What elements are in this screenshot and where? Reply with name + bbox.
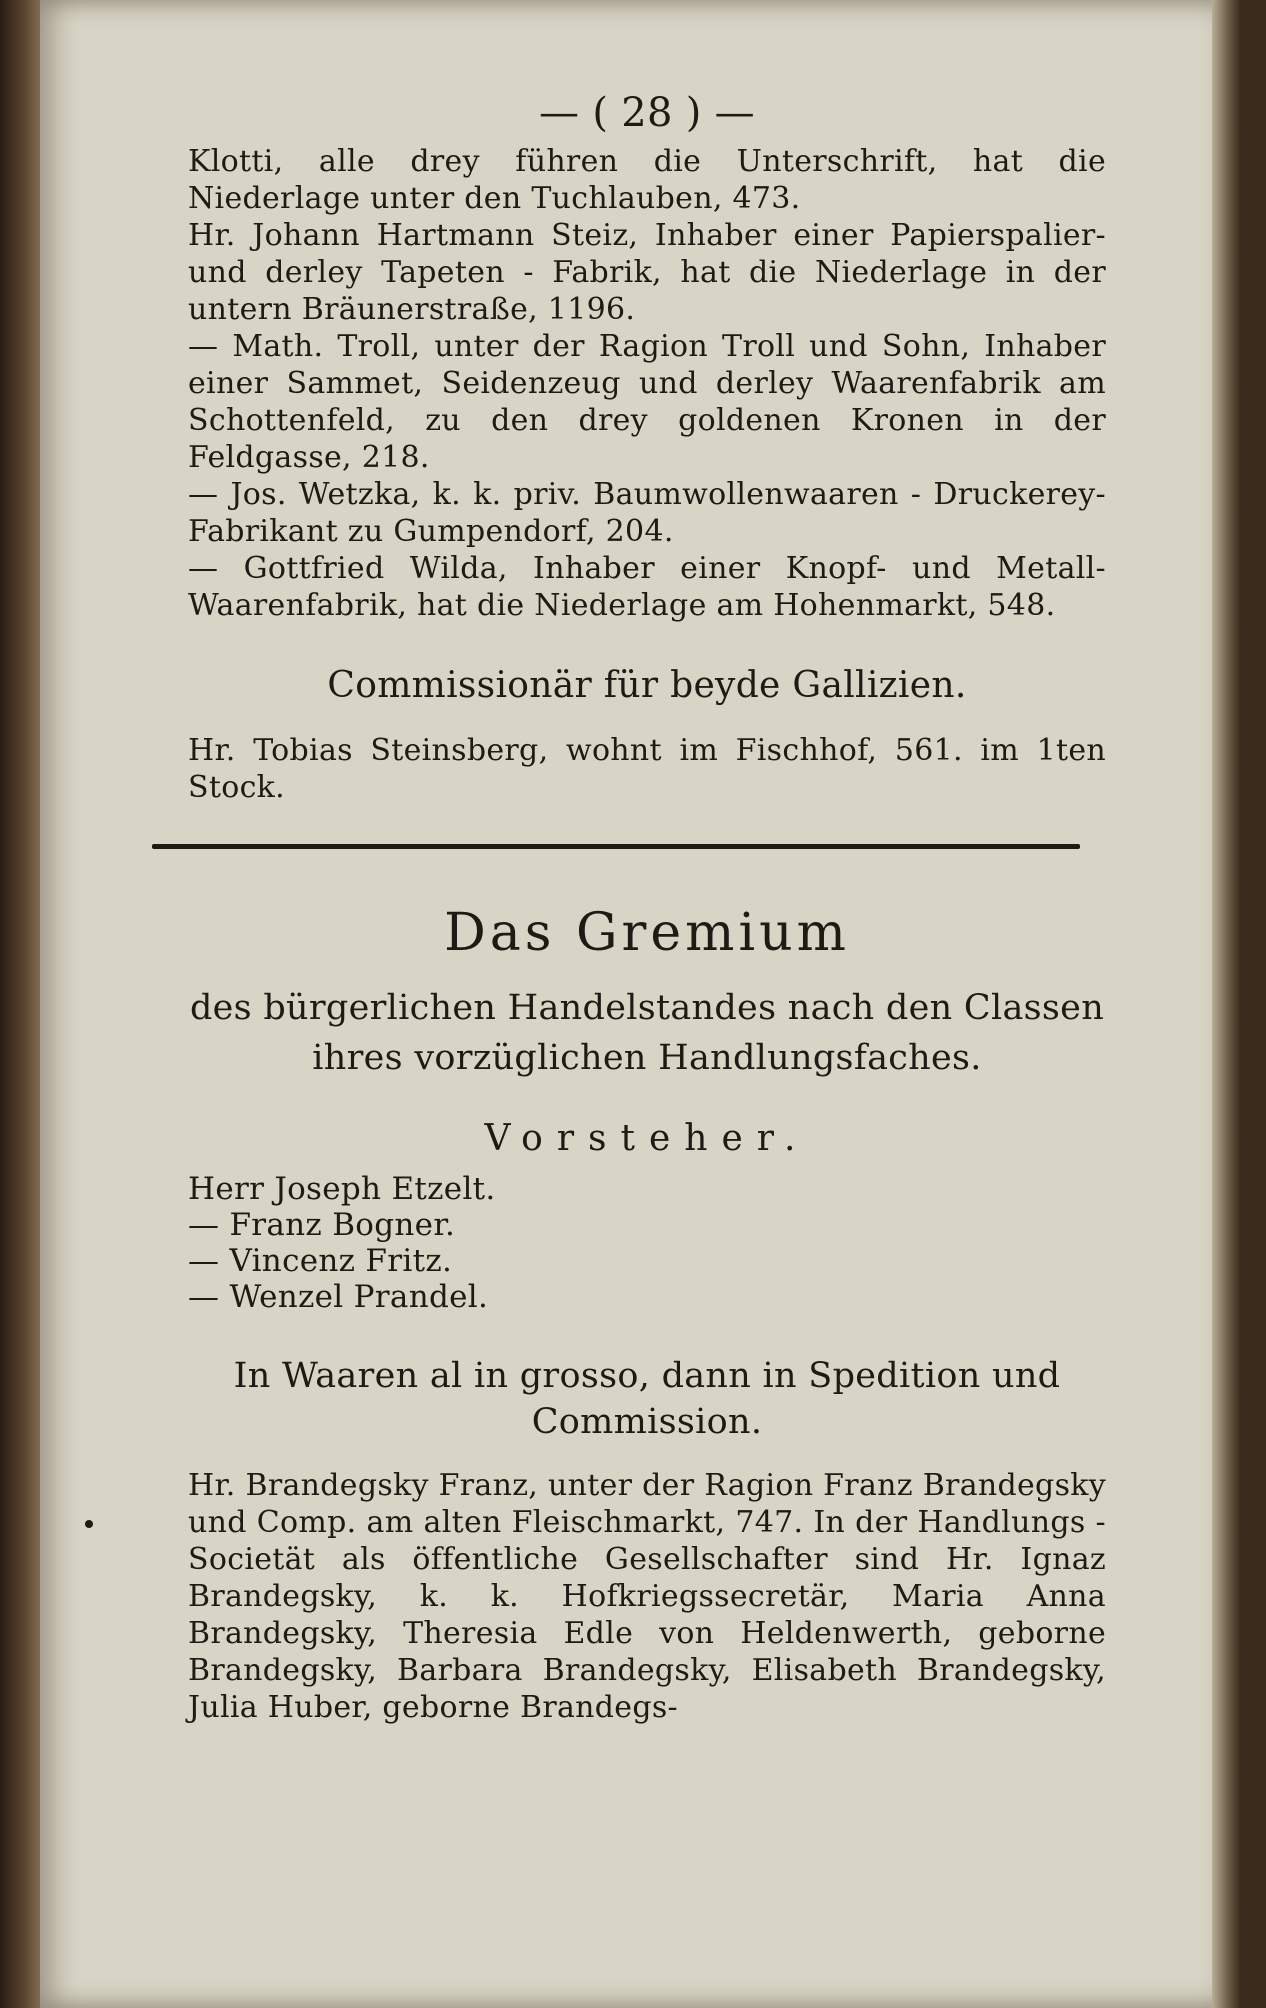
entry-klotti: Klotti, alle drey führen die Unterschrift, hat die Niederlage unter den Tuchlauben, 473. [188, 144, 1106, 216]
page-edge [1212, 0, 1240, 2008]
gremium-title: Das Gremium [444, 903, 850, 963]
commissionaer-title: Commissionär für beyde Gallizien. [327, 665, 967, 706]
vorsteher-name: — Wenzel Prandel. [188, 1279, 489, 1315]
vorsteher-name: — Franz Bogner. [188, 1207, 456, 1243]
entry-wetzka: — Jos. Wetzka, k. k. priv. Baumwollenwaaren - Druckerey-Fabrikant zu Gumpendorf, 204. [188, 477, 1106, 549]
entries-top [188, 143, 1106, 624]
entry-wilda: — Gottfried Wilda, Inhaber einer Knopf- und Metall-Waarenfabrik, hat die Niederlage am Hohenmarkt, 548. [188, 551, 1106, 623]
entry-steiz: Hr. Johann Hartmann Steiz, Inhaber einer Papierspalier- und derley Tapeten - Fabrik, hat die Niederlage in der untern Bräunerstraße, 1196. [188, 218, 1106, 327]
page-number: — ( 28 ) — [539, 90, 755, 136]
ink-mark [85, 1520, 93, 1528]
vorsteher-name: Herr Joseph Etzelt. [188, 1171, 496, 1207]
page-content [188, 85, 1106, 1726]
vorsteher-title: Vorsteher. [484, 1118, 810, 1159]
class-title [188, 1353, 1106, 1445]
gremium-subtitle-line2: ihres vorzüglichen Handlungsfaches. [312, 1038, 982, 1078]
gremium-subtitle-line1: des bürgerlichen Handelstandes nach den Classen [189, 988, 1105, 1028]
entry-troll: — Math. Troll, unter der Ragion Troll und Sohn, Inhaber einer Sammet, Seidenzeug und derley Waarenfabrik am Schottenfeld, zu den drey goldenen Kronen in der Feldgasse, 218. [188, 329, 1106, 475]
entry-steinsberg: Hr. Tobias Steinsberg, wohnt im Fischhof, 561. im 1ten Stock. [188, 733, 1106, 805]
entry-brandegsky: Hr. Brandegsky Franz, unter der Ragion Franz Brandegsky und Comp. am alten Fleischmarkt, 747. In der Handlungs - Societät als öffentliche Gesellschafter sind Hr. Ignaz Brandegsky, k. k. Hofkriegssecretär, Maria Anna Brandegsky, Theresia Edle von Heldenwerth, geborne Brandegsky, Barbara Brandegsky, Elisabeth Brandegsky, Julia Huber, geborne Brandegs- [188, 1468, 1106, 1725]
vorsteher-names [188, 1171, 1106, 1315]
class-title-line1: In Waaren al in grosso, dann in Spedition und [233, 1356, 1061, 1396]
book-spine [0, 0, 44, 2008]
divider-rule [152, 844, 1080, 849]
class-title-line2: Commission. [531, 1402, 763, 1442]
vorsteher-name: — Vincenz Fritz. [188, 1243, 453, 1279]
